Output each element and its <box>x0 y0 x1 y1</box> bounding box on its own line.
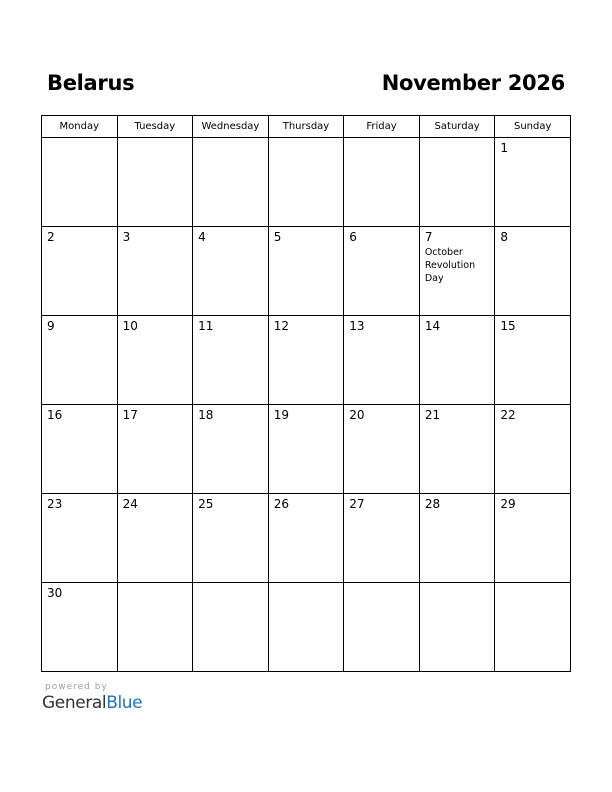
weekday-header: Sunday <box>495 116 571 138</box>
powered-by-text: powered by <box>45 682 108 692</box>
footer-branding <box>42 682 142 713</box>
day-cell <box>42 494 118 583</box>
week-row <box>42 494 571 583</box>
day-number: 5 <box>273 230 282 244</box>
day-number: 1 <box>500 141 509 155</box>
day-cell <box>268 494 344 583</box>
week-row <box>42 316 571 405</box>
day-number: 7 <box>424 230 433 244</box>
day-number: 24 <box>122 497 138 511</box>
day-number <box>269 138 344 141</box>
day-number: 29 <box>500 497 516 511</box>
day-cell <box>193 405 269 494</box>
day-number <box>193 583 268 586</box>
day-number: 16 <box>47 408 63 422</box>
week-row <box>42 583 571 672</box>
weekday-header: Thursday <box>268 116 344 138</box>
day-cell <box>117 494 193 583</box>
day-cell <box>344 583 420 672</box>
day-number: 19 <box>273 408 289 422</box>
holiday-label: October Revolution Day <box>424 247 476 284</box>
brand-logo <box>42 693 142 713</box>
day-cell <box>495 583 571 672</box>
weekday-header: Monday <box>42 116 118 138</box>
day-cell <box>268 227 344 316</box>
day-cell <box>117 583 193 672</box>
day-number <box>269 583 344 586</box>
day-number <box>42 138 117 141</box>
day-number: 15 <box>500 319 516 333</box>
day-cell <box>344 138 420 227</box>
weekday-header-row <box>42 116 571 138</box>
day-number: 23 <box>47 497 63 511</box>
day-cell <box>419 583 495 672</box>
day-cell <box>117 227 193 316</box>
day-number <box>193 138 268 141</box>
day-number: 3 <box>122 230 131 244</box>
day-cell <box>344 227 420 316</box>
day-number <box>118 583 193 586</box>
day-cell <box>193 316 269 405</box>
day-number: 21 <box>424 408 441 422</box>
day-number <box>118 138 193 141</box>
day-cell <box>117 138 193 227</box>
day-number: 22 <box>500 408 516 422</box>
day-number <box>420 583 495 586</box>
day-number <box>420 138 495 141</box>
day-cell <box>117 316 193 405</box>
day-cell <box>495 316 571 405</box>
week-row <box>42 405 571 494</box>
day-number: 20 <box>349 408 365 422</box>
day-cell <box>344 494 420 583</box>
day-number: 27 <box>349 497 365 511</box>
day-cell <box>42 138 118 227</box>
day-number: 6 <box>349 230 357 244</box>
day-cell <box>495 405 571 494</box>
brand-general-text: General <box>42 693 107 713</box>
day-number <box>344 138 419 141</box>
day-cell <box>344 316 420 405</box>
day-cell <box>42 583 118 672</box>
day-cell <box>268 138 344 227</box>
day-cell <box>495 138 571 227</box>
day-cell <box>344 405 420 494</box>
day-cell <box>419 494 495 583</box>
day-cell <box>42 227 118 316</box>
day-number: 4 <box>198 230 206 244</box>
day-cell <box>495 494 571 583</box>
day-number: 25 <box>198 497 214 511</box>
day-number: 8 <box>500 230 509 244</box>
month-year-title: November 2026 <box>381 71 565 95</box>
weekday-header: Saturday <box>419 116 495 138</box>
weekday-header: Tuesday <box>117 116 193 138</box>
day-cell <box>419 227 495 316</box>
day-number: 10 <box>122 319 138 333</box>
day-cell <box>268 583 344 672</box>
day-cell <box>42 405 118 494</box>
country-title: Belarus <box>47 71 135 95</box>
week-row <box>42 138 571 227</box>
day-cell <box>268 405 344 494</box>
day-number <box>344 583 419 586</box>
day-cell <box>42 316 118 405</box>
day-number: 18 <box>198 408 214 422</box>
week-row <box>42 227 571 316</box>
day-cell <box>419 405 495 494</box>
day-number: 26 <box>273 497 289 511</box>
day-number: 2 <box>47 230 55 244</box>
weekday-header: Wednesday <box>193 116 269 138</box>
day-cell <box>193 138 269 227</box>
calendar-grid <box>41 115 571 672</box>
day-cell <box>495 227 571 316</box>
day-cell <box>419 138 495 227</box>
day-cell <box>193 227 269 316</box>
weekday-header: Friday <box>344 116 420 138</box>
day-number: 12 <box>273 319 289 333</box>
day-cell <box>193 494 269 583</box>
day-number: 30 <box>47 586 63 600</box>
day-number: 28 <box>424 497 441 511</box>
day-number: 14 <box>424 319 441 333</box>
day-cell <box>117 405 193 494</box>
day-number: 11 <box>198 319 214 333</box>
day-number: 17 <box>122 408 138 422</box>
day-number <box>495 583 570 586</box>
day-number: 9 <box>47 319 55 333</box>
day-number: 13 <box>349 319 365 333</box>
brand-blue-text: Blue <box>106 693 143 713</box>
day-cell <box>268 316 344 405</box>
day-cell <box>419 316 495 405</box>
day-cell <box>193 583 269 672</box>
